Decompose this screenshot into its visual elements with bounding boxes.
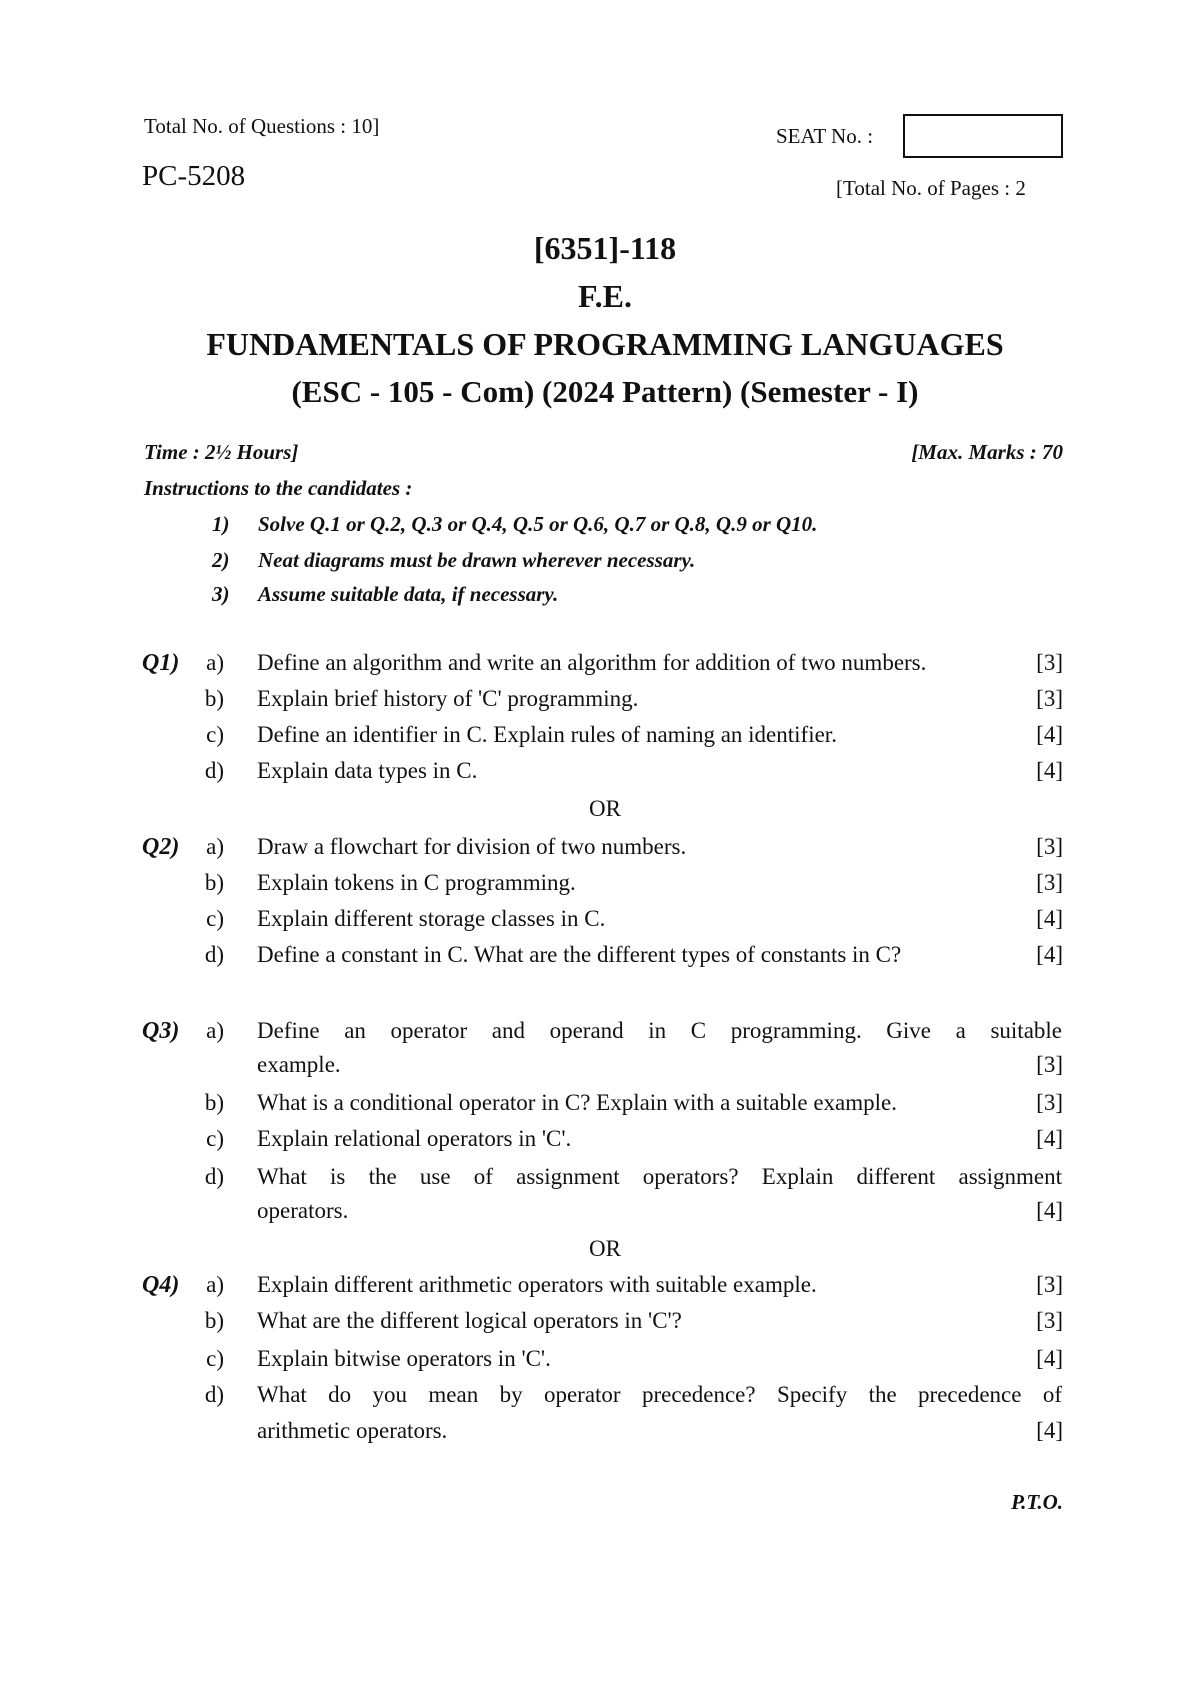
part-marks: [3]: [1036, 870, 1063, 895]
question-part-continued: [0, 1052, 1200, 1088]
total-questions: Total No. of Questions : 10]: [144, 114, 380, 138]
part-marks: [3]: [1036, 1052, 1063, 1077]
instruction-text: Assume suitable data, if necessary.: [258, 582, 559, 606]
part-letter: c): [206, 906, 224, 931]
part-marks: [3]: [1036, 834, 1063, 859]
part-marks: [4]: [1036, 722, 1063, 747]
part-marks: [4]: [1036, 1346, 1063, 1371]
paper-code: PC-5208: [142, 160, 246, 192]
part-text: Explain tokens in C programming.: [257, 870, 576, 895]
subject-title: FUNDAMENTALS OF PROGRAMMING LANGUAGES: [206, 326, 1004, 362]
part-text: What are the different logical operators in 'C'?: [257, 1308, 682, 1333]
part-text: Define an operator and operand in C programming. Give a suitable: [257, 1018, 1062, 1043]
question-part: [0, 1308, 1200, 1344]
part-letter: a): [206, 1018, 224, 1043]
part-marks: [3]: [1036, 650, 1063, 675]
part-marks: [4]: [1036, 1418, 1063, 1443]
question-part: [0, 1018, 1200, 1054]
question-number: Q1): [142, 650, 180, 676]
question-number: Q3): [142, 1018, 180, 1044]
question-part: [0, 1272, 1200, 1308]
question-number: Q2): [142, 834, 180, 860]
part-text: Define an algorithm and write an algorithm for addition of two numbers.: [257, 650, 927, 675]
question-part: [0, 722, 1200, 758]
instruction-number: 3): [212, 582, 230, 606]
part-letter: d): [204, 1164, 224, 1189]
instruction-number: 2): [212, 548, 230, 572]
question-part: [0, 1382, 1200, 1418]
exam-code: [6351]-118: [533, 230, 677, 266]
part-text: arithmetic operators.: [257, 1418, 448, 1443]
part-marks: [4]: [1036, 1198, 1063, 1223]
part-letter: d): [204, 942, 224, 967]
part-marks: [3]: [1036, 1308, 1063, 1333]
part-text: What is the use of assignment operators? Explain different assignment: [257, 1164, 1062, 1189]
seat-number-box[interactable]: [903, 114, 1063, 158]
instructions-heading: Instructions to the candidates :: [144, 476, 413, 500]
question-part: [0, 758, 1200, 794]
max-marks: [Max. Marks : 70: [911, 440, 1063, 464]
part-letter: b): [204, 686, 224, 711]
course: F.E.: [578, 278, 632, 314]
part-text: Explain bitwise operators in 'C'.: [257, 1346, 551, 1371]
question-part-continued: [0, 1198, 1200, 1234]
question-part: [0, 1164, 1200, 1200]
part-text: What is a conditional operator in C? Explain with a suitable example.: [257, 1090, 897, 1115]
please-turn-over: P.T.O.: [1011, 1490, 1063, 1514]
question-number: Q4): [142, 1272, 180, 1298]
or-separator: OR: [589, 796, 621, 821]
question-part: [0, 834, 1200, 870]
part-marks: [3]: [1036, 1272, 1063, 1297]
question-part: [0, 1126, 1200, 1162]
or-separator: OR: [589, 1236, 621, 1261]
part-marks: [3]: [1036, 686, 1063, 711]
part-marks: [4]: [1036, 1126, 1063, 1151]
part-text: example.: [257, 1052, 341, 1077]
question-part: [0, 906, 1200, 942]
part-text: Explain data types in C.: [257, 758, 478, 783]
part-text: Define an identifier in C. Explain rules of naming an identifier.: [257, 722, 837, 747]
part-text: What do you mean by operator precedence? Specify the precedence of: [257, 1382, 1062, 1407]
part-letter: d): [204, 758, 224, 783]
part-letter: d): [204, 1382, 224, 1407]
part-letter: b): [204, 1090, 224, 1115]
question-part: [0, 650, 1200, 686]
question-part: [0, 870, 1200, 906]
part-text: Explain different arithmetic operators with suitable example.: [257, 1272, 817, 1297]
part-letter: b): [204, 1308, 224, 1333]
question-part-continued: [0, 1418, 1200, 1454]
question-part: [0, 942, 1200, 978]
part-marks: [4]: [1036, 906, 1063, 931]
question-part: [0, 1090, 1200, 1126]
part-text: Explain brief history of 'C' programming.: [257, 686, 639, 711]
instruction-number: 1): [212, 512, 230, 536]
part-letter: a): [206, 1272, 224, 1297]
question-part: [0, 686, 1200, 722]
part-text: Explain relational operators in 'C'.: [257, 1126, 572, 1151]
pattern-line: (ESC - 105 - Com) (2024 Pattern) (Semester - I): [291, 374, 919, 409]
seat-label: SEAT No. :: [776, 124, 874, 148]
part-letter: c): [206, 1126, 224, 1151]
part-text: Draw a flowchart for division of two numbers.: [257, 834, 687, 859]
time-allowed: Time : 2½ Hours]: [144, 440, 299, 464]
part-letter: a): [206, 650, 224, 675]
instruction-text: Neat diagrams must be drawn wherever necessary.: [258, 548, 696, 572]
part-letter: b): [204, 870, 224, 895]
part-letter: a): [206, 834, 224, 859]
part-text: Define a constant in C. What are the different types of constants in C?: [257, 942, 902, 967]
part-letter: c): [206, 1346, 224, 1371]
total-pages: [Total No. of Pages : 2: [836, 176, 1026, 200]
part-text: Explain different storage classes in C.: [257, 906, 606, 931]
part-marks: [3]: [1036, 1090, 1063, 1115]
part-letter: c): [206, 722, 224, 747]
part-marks: [4]: [1036, 942, 1063, 967]
instruction-text: Solve Q.1 or Q.2, Q.3 or Q.4, Q.5 or Q.6, Q.7 or Q.8, Q.9 or Q10.: [258, 512, 818, 536]
question-part: [0, 1346, 1200, 1382]
part-text: operators.: [257, 1198, 349, 1223]
part-marks: [4]: [1036, 758, 1063, 783]
